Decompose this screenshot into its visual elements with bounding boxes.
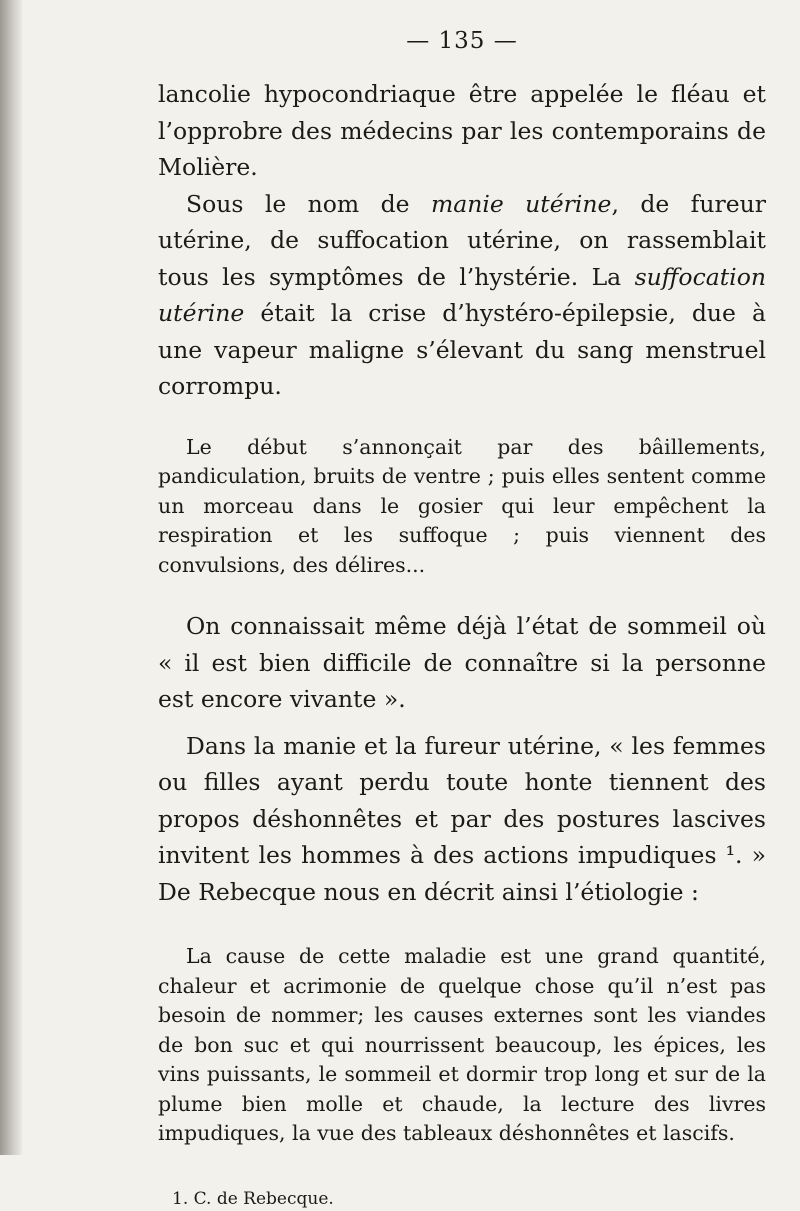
paragraph-4 [158,728,766,911]
footnote: 1. C. de Rebecque. [172,1188,334,1209]
book-binding-shadow [0,0,22,1155]
book-page [158,24,767,1209]
block-quote-2 [158,942,766,1149]
text-segment: lancolie hypocondriaque être appelée le fléau et l’opprobre des médecins par les contemporains de Molière. [158,80,766,181]
italic-term: suffocation utérine [158,262,766,327]
text-segment: Sous le nom de [186,189,431,218]
paragraph-1 [158,76,766,186]
text-segment: Dans la manie et la fureur utérine, « les femmes ou filles ayant perdu toute honte tiennent des propos déshonnêtes et par des postures lascives invitent les hommes à des actions impudiques ¹. » De Rebecque nous en décrit ainsi l’étiologie : [158,731,766,906]
block-quote-1 [158,433,766,581]
text-segment: , de fureur utérine, de suffocation utérine, on rassemblait tous les symptômes de l’hystérie. La [158,189,767,291]
paragraph-3 [158,608,766,718]
text-segment: On connaissait même déjà l’état de sommeil où « il est bien difficile de connaître si la personne est encore vivante ». [158,612,766,713]
paragraph-2 [158,186,766,405]
italic-term: manie utérine [430,189,612,218]
page-number: — 135 — [406,28,518,54]
text-segment: était la crise d’hystéro-épilepsie, due à une vapeur maligne s’élevant du sang menstruel corrompu. [158,299,766,400]
text-segment: La cause de cette maladie est une grand quantité, chaleur et acrimonie de quelque chose qu’il n’est pas besoin de nommer; les causes externes sont les viandes de bon suc et qui nourrissent beaucoup, les épices, les vins puissants, le sommeil et dormir trop long et sur de la plume bien molle et chaude, la lecture des livres impudiques, la vue des tableaux déshonnêtes et lascifs. [158,944,766,1145]
text-segment: Le début s’annonçait par des bâillements, pandiculation, bruits de ventre ; puis elles sentent comme un morceau dans le gosier qui leur empêchent la respiration et les suffoque ; puis viennent des convulsions, des délires... [158,434,766,577]
